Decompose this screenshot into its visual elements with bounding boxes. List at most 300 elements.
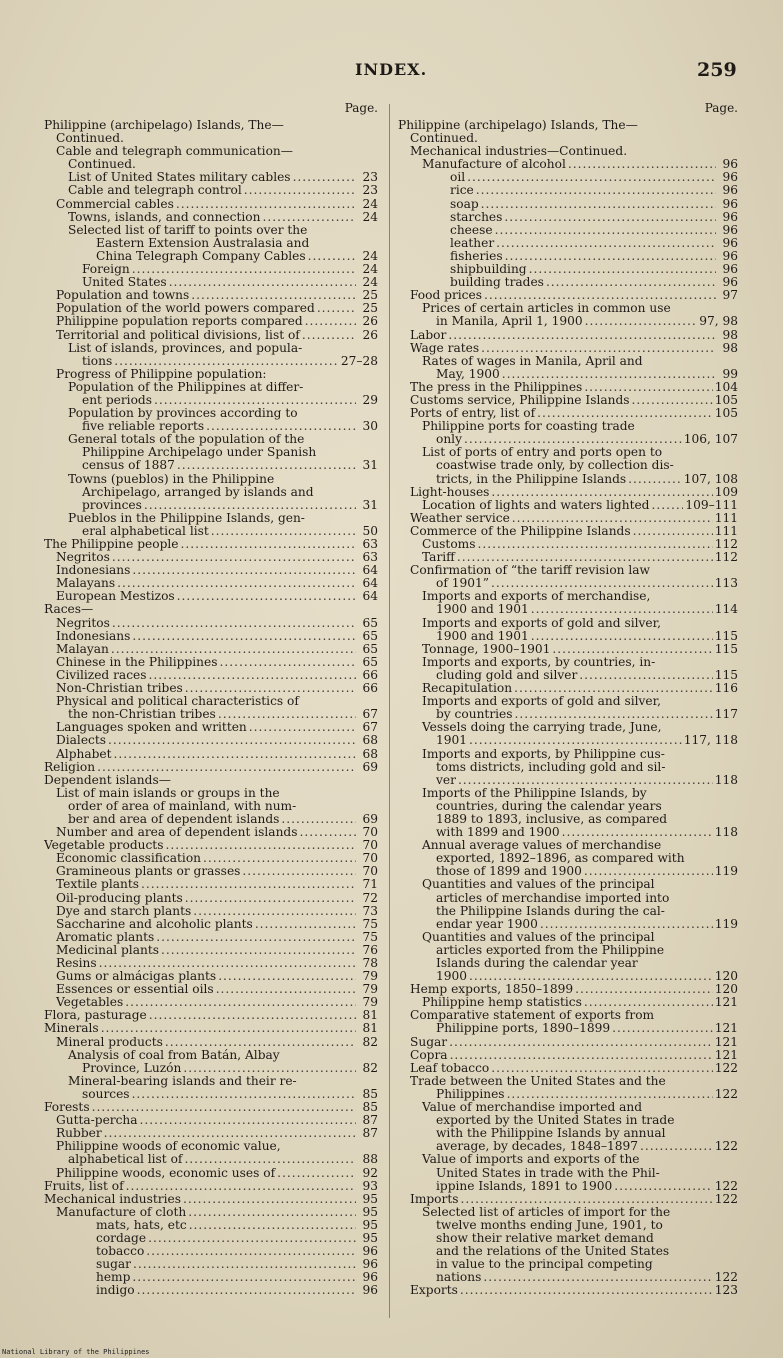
- index-entry: [398, 486, 738, 499]
- entry-text: cheese: [450, 222, 493, 237]
- entry-page-ref: 117, 118: [683, 733, 738, 748]
- entry-page-ref: 96: [722, 196, 738, 211]
- dot-leader: [144, 499, 356, 512]
- entry-text: Population of the world powers compared: [56, 301, 315, 316]
- entry-text: Wage rates: [410, 340, 480, 355]
- index-entry: [44, 1075, 378, 1088]
- dot-leader: [491, 486, 712, 499]
- entry-text: Customs service, Philippine Islands: [410, 392, 630, 407]
- index-entry: [398, 459, 738, 472]
- index-entry: [398, 734, 738, 747]
- entry-page-ref: 92: [362, 1165, 378, 1180]
- entry-page-ref: 96: [722, 209, 738, 224]
- entry-text: soap: [450, 196, 479, 211]
- entry-page-ref: 115: [714, 641, 738, 656]
- entry-text: provinces: [82, 497, 142, 512]
- entry-page-ref: 24: [362, 248, 378, 263]
- entry-text: Medicinal plants: [56, 942, 159, 957]
- entry-page-ref: 105: [714, 392, 738, 407]
- dot-leader: [628, 473, 682, 486]
- dot-leader: [302, 329, 356, 342]
- dot-leader: [242, 865, 356, 878]
- entry-text: Confirmation of “the tariff revision law: [410, 563, 650, 578]
- entry-text: Cable and telegraph communication—: [56, 144, 293, 159]
- index-entry: [44, 1284, 378, 1297]
- entry-page-ref: 118: [714, 772, 738, 787]
- page-column-label: Page.: [704, 101, 738, 115]
- index-entry: [44, 931, 378, 944]
- dot-leader: [612, 1022, 713, 1035]
- dot-leader: [146, 1245, 356, 1258]
- entry-text: cordage: [96, 1230, 147, 1245]
- entry-text: Manufacture of alcohol: [422, 157, 566, 172]
- index-entry: [398, 1062, 738, 1075]
- entry-text: Tariff: [422, 550, 455, 565]
- dot-leader: [185, 892, 356, 905]
- index-entry: [398, 1022, 738, 1035]
- dot-leader: [305, 315, 356, 328]
- entry-page-ref: 27–28: [340, 353, 378, 368]
- dot-leader: [483, 1271, 712, 1284]
- entry-text: Malayan: [56, 641, 109, 656]
- entry-page-ref: 79: [362, 969, 378, 984]
- dot-leader: [502, 368, 716, 381]
- index-entry: [44, 342, 378, 355]
- entry-text: Recapitulation: [422, 681, 513, 696]
- index-entry: [398, 1049, 738, 1062]
- entry-text: oil: [450, 170, 466, 185]
- entry-page-ref: 112: [714, 550, 738, 565]
- dot-leader: [308, 250, 356, 263]
- entry-page-ref: 66: [362, 681, 378, 696]
- entry-page-ref: 70: [362, 864, 378, 879]
- entry-text: Sugar: [410, 1034, 448, 1049]
- index-entry: [44, 1167, 378, 1180]
- entry-text: Population and towns: [56, 288, 190, 303]
- dot-leader: [448, 329, 716, 342]
- entry-page-ref: 99: [722, 366, 738, 381]
- dot-leader: [652, 499, 684, 512]
- dot-leader: [461, 1193, 713, 1206]
- entry-text: Vegetable products: [44, 838, 164, 853]
- dot-leader: [585, 315, 698, 328]
- entry-text: with 1899 and 1900: [436, 825, 560, 840]
- entry-text: Exports: [410, 1283, 458, 1298]
- entry-page-ref: 114: [714, 602, 738, 617]
- entry-page-ref: 64: [362, 589, 378, 604]
- entry-text: Philippine hemp statistics: [422, 995, 582, 1010]
- index-entry: [44, 603, 378, 616]
- index-entry: [44, 630, 378, 643]
- entry-text: shipbuilding: [450, 262, 527, 277]
- entry-text: Philippine ports, 1890–1899: [436, 1021, 611, 1036]
- entry-page-ref: 96: [362, 1244, 378, 1259]
- dot-leader: [211, 525, 356, 538]
- dot-leader: [132, 1271, 356, 1284]
- entry-text: Copra: [410, 1047, 448, 1062]
- entry-text: Imports and exports of gold and silver,: [422, 694, 661, 709]
- index-entry: [44, 184, 378, 197]
- entry-page-ref: 122: [714, 1086, 738, 1101]
- dot-leader: [184, 1153, 356, 1166]
- entry-text: ent periods: [82, 392, 152, 407]
- entry-text: in value to the principal competing: [436, 1257, 653, 1272]
- entry-text: Prices of certain articles in common use: [422, 301, 671, 316]
- entry-page-ref: 95: [362, 1230, 378, 1245]
- entry-page-ref: 96: [722, 235, 738, 250]
- index-entry: [398, 1219, 738, 1232]
- entry-page-ref: 75: [362, 929, 378, 944]
- index-entry: [398, 1167, 738, 1180]
- index-entry: [398, 774, 738, 787]
- entry-page-ref: 121: [714, 995, 738, 1010]
- entry-text: with the Philippine Islands by annual: [436, 1126, 666, 1141]
- entry-page-ref: 96: [722, 170, 738, 185]
- entry-page-ref: 66: [362, 667, 378, 682]
- entry-text: Pueblos in the Philippine Islands, gen-: [68, 510, 305, 525]
- entry-text: Philippine ports for coasting trade: [422, 419, 635, 434]
- dot-leader: [469, 734, 682, 747]
- entry-text: average, by decades, 1848–1897: [436, 1139, 639, 1154]
- entry-text: Gramineous plants or grasses: [56, 864, 241, 879]
- entry-text: Mechanical industries: [44, 1191, 181, 1206]
- entry-page-ref: 97, 98: [699, 314, 738, 329]
- dot-leader: [218, 970, 356, 983]
- entry-page-ref: 81: [362, 1021, 378, 1036]
- entry-page-ref: 71: [362, 877, 378, 892]
- dot-leader: [133, 1258, 356, 1271]
- entry-page-ref: 119: [714, 864, 738, 879]
- dot-leader: [277, 1167, 356, 1180]
- entry-text: Quantities and values of the principal: [422, 877, 655, 892]
- dot-leader: [449, 1036, 713, 1049]
- entry-text: mats, hats, etc: [96, 1217, 187, 1232]
- entry-text: by countries: [436, 707, 513, 722]
- entry-text: building trades: [450, 275, 544, 290]
- entry-page-ref: 30: [362, 419, 378, 434]
- entry-text: Cable and telegraph control: [68, 183, 242, 198]
- index-entry: [398, 473, 738, 486]
- dot-leader: [504, 211, 716, 224]
- entry-page-ref: 96: [722, 248, 738, 263]
- entry-page-ref: 24: [362, 262, 378, 277]
- dot-leader: [108, 734, 356, 747]
- entry-page-ref: 64: [362, 563, 378, 578]
- entry-text: The press in the Philippines: [410, 379, 583, 394]
- index-entry: [44, 905, 378, 918]
- dot-leader: [467, 171, 716, 184]
- entry-text: Quantities and values of the principal: [422, 929, 655, 944]
- entry-text: of 1901”: [436, 576, 489, 591]
- entry-page-ref: 97: [722, 288, 738, 303]
- dot-leader: [132, 630, 356, 643]
- entry-text: Location of lights and waters lighted: [422, 497, 650, 512]
- entry-text: Physical and political characteristics of: [56, 694, 299, 709]
- entry-text: Alphabet: [56, 746, 112, 761]
- entry-text: Aromatic plants: [56, 929, 155, 944]
- entry-page-ref: 93: [362, 1178, 378, 1193]
- entry-text: Indonesians: [56, 563, 131, 578]
- entry-text: Imports of the Philippine Islands, by: [422, 785, 647, 800]
- index-entry: [398, 800, 738, 813]
- dot-leader: [126, 1180, 356, 1193]
- index-entry: [398, 918, 738, 931]
- index-entry: [398, 1036, 738, 1049]
- entry-text: Food prices: [410, 288, 482, 303]
- entry-page-ref: 24: [362, 209, 378, 224]
- entry-page-ref: 95: [362, 1204, 378, 1219]
- entry-text: Malayans: [56, 576, 116, 591]
- entry-text: Non-Christian tribes: [56, 681, 183, 696]
- dot-leader: [165, 1036, 356, 1049]
- entry-text: Dialects: [56, 733, 107, 748]
- entry-page-ref: 122: [714, 1191, 738, 1206]
- entry-text: Essences or essential oils: [56, 982, 214, 997]
- dot-leader: [481, 198, 716, 211]
- entry-text: Number and area of dependent islands: [56, 825, 298, 840]
- entry-page-ref: 96: [362, 1270, 378, 1285]
- entry-page-ref: 115: [714, 628, 738, 643]
- dot-leader: [149, 1009, 356, 1022]
- index-entry: [44, 1153, 378, 1166]
- dot-leader: [216, 983, 356, 996]
- dot-leader: [579, 669, 712, 682]
- entry-page-ref: 96: [722, 157, 738, 172]
- right-entries-list: [398, 119, 738, 1297]
- entry-text: Value of imports and exports of the: [422, 1152, 640, 1167]
- entry-text: cluding gold and silver: [436, 667, 578, 682]
- entry-text: 1889 to 1893, inclusive, as compared: [436, 811, 668, 826]
- entry-page-ref: 122: [714, 1178, 738, 1193]
- entry-text: Philippine woods of economic value,: [56, 1139, 281, 1154]
- entry-page-ref: 122: [714, 1270, 738, 1285]
- entry-text: only: [436, 432, 462, 447]
- entry-text: Imports and exports, by Philippine cus-: [422, 746, 665, 761]
- column-divider: [389, 104, 390, 1318]
- entry-page-ref: 76: [362, 942, 378, 957]
- entry-text: 1900: [436, 969, 468, 984]
- page-number: 259: [697, 59, 737, 81]
- entry-text: tricts, in the Philippine Islands: [436, 471, 627, 486]
- index-entry: [44, 1258, 378, 1271]
- index-entry: [44, 918, 378, 931]
- index-entry: [398, 931, 738, 944]
- entry-page-ref: 82: [362, 1034, 378, 1049]
- entry-text: Chinese in the Philippines: [56, 654, 218, 669]
- entry-text: Customs: [422, 537, 476, 551]
- entry-page-ref: 123: [714, 1283, 738, 1298]
- entry-text: Flora, pasturage: [44, 1008, 147, 1023]
- entry-text: Eastern Extension Australasia and: [96, 235, 310, 250]
- entry-text: rice: [450, 183, 474, 198]
- entry-text: Continued.: [68, 157, 136, 172]
- entry-page-ref: 31: [362, 458, 378, 473]
- entry-text: Economic classification: [56, 851, 202, 866]
- entry-text: the non-Christian tribes: [68, 707, 216, 722]
- dot-leader: [293, 171, 356, 184]
- entry-page-ref: 113: [714, 576, 738, 591]
- entry-text: alphabetical list of: [68, 1152, 183, 1167]
- entry-text: Philippines: [436, 1086, 505, 1101]
- entry-text: List of ports of entry and ports open to: [422, 445, 663, 460]
- entry-page-ref: 96: [722, 262, 738, 277]
- entry-text: toms districts, including gold and sil-: [436, 759, 666, 774]
- entry-text: List of islands, provinces, and popula-: [68, 340, 303, 355]
- entry-text: Indonesians: [56, 628, 131, 643]
- dot-leader: [476, 184, 716, 197]
- index-entry: [44, 892, 378, 905]
- entry-page-ref: 26: [362, 314, 378, 329]
- index-entry: [398, 355, 738, 368]
- index-entry: [44, 617, 378, 630]
- entry-text: Selected list of tariff to points over the: [68, 222, 308, 237]
- dot-leader: [181, 538, 356, 551]
- dot-leader: [137, 1284, 356, 1297]
- index-entry: [398, 263, 738, 276]
- dot-leader: [584, 381, 712, 394]
- entry-text: exported, 1892–1896, as compared with: [436, 851, 685, 866]
- entry-text: Province, Luzón: [82, 1060, 182, 1075]
- index-entry: [398, 748, 738, 761]
- dot-leader: [141, 878, 356, 891]
- index-entry: [44, 643, 378, 656]
- dot-leader: [244, 184, 356, 197]
- entry-text: Textile plants: [56, 877, 140, 892]
- dot-leader: [540, 918, 713, 931]
- index-entry: [398, 211, 738, 224]
- dot-leader: [140, 1114, 356, 1127]
- entry-text: Philippine Archipelago under Spanish: [82, 445, 317, 460]
- index-entry: [398, 315, 738, 328]
- entry-text: Population by provinces according to: [68, 406, 298, 421]
- entry-text: Rubber: [56, 1126, 102, 1141]
- dot-leader: [546, 276, 716, 289]
- page-title: INDEX.: [355, 60, 428, 79]
- entry-page-ref: 72: [362, 890, 378, 905]
- entry-page-ref: 65: [362, 615, 378, 630]
- entry-text: Hemp exports, 1850–1899: [410, 982, 574, 997]
- entry-text: Analysis of coal from Batán, Albay: [68, 1047, 280, 1062]
- index-entry: [398, 1180, 738, 1193]
- index-entry: [44, 878, 378, 891]
- index-entry: [398, 499, 738, 512]
- entry-page-ref: 121: [714, 1034, 738, 1049]
- dot-leader: [450, 1049, 713, 1062]
- entry-text: Oil-producing plants: [56, 890, 183, 905]
- entry-page-ref: 122: [714, 1060, 738, 1075]
- right-index-column: [398, 102, 738, 1297]
- left-entries-list: [44, 119, 378, 1297]
- entry-text: May, 1900: [436, 366, 500, 381]
- entry-page-ref: 116: [714, 681, 738, 696]
- index-entry: [398, 381, 738, 394]
- entry-text: tions: [82, 353, 113, 368]
- entry-page-ref: 26: [362, 327, 378, 342]
- entry-page-ref: 63: [362, 537, 378, 551]
- entry-page-ref: 111: [714, 523, 738, 538]
- index-entry: [44, 486, 378, 499]
- entry-text: Territorial and political divisions, list of: [56, 327, 300, 342]
- entry-text: The Philippine people: [44, 537, 179, 551]
- entry-text: Imports and exports of merchandise,: [422, 589, 651, 604]
- dot-leader: [132, 564, 356, 577]
- entry-text: indigo: [96, 1283, 135, 1298]
- entry-text: Continued.: [56, 131, 124, 146]
- index-entry: [398, 1284, 738, 1297]
- entry-text: show their relative market demand: [436, 1230, 654, 1245]
- index-entry: [398, 171, 738, 184]
- dot-leader: [188, 1206, 356, 1219]
- entry-page-ref: 78: [362, 956, 378, 970]
- dot-leader: [299, 826, 356, 839]
- entry-text: Imports: [410, 1191, 459, 1206]
- index-entry: [398, 761, 738, 774]
- entry-page-ref: 79: [362, 982, 378, 997]
- index-entry: [398, 250, 738, 263]
- dot-leader: [477, 538, 712, 551]
- dot-leader: [189, 1219, 356, 1232]
- entry-text: Saccharine and alcoholic plants: [56, 916, 253, 931]
- entry-text: Trade between the United States and the: [410, 1073, 666, 1088]
- entry-text: coastwise trade only, by collection dis-: [436, 458, 674, 473]
- index-entry: [398, 198, 738, 211]
- entry-text: Vessels doing the carrying trade, June,: [422, 720, 662, 735]
- entry-text: Philippine (archipelago) Islands, The—: [44, 118, 284, 132]
- entry-page-ref: 85: [362, 1086, 378, 1101]
- index-entry: [398, 224, 738, 237]
- entry-text: Ports of entry, list of: [410, 406, 536, 421]
- dot-leader: [169, 276, 356, 289]
- entry-text: 1900 and 1901: [436, 628, 529, 643]
- entry-text: Islands during the calendar year: [436, 956, 638, 970]
- entry-text: those of 1899 and 1900: [436, 864, 582, 879]
- entry-page-ref: 96: [722, 222, 738, 237]
- index-entry: [44, 211, 378, 224]
- entry-page-ref: 120: [714, 969, 738, 984]
- entry-page-ref: 96: [362, 1283, 378, 1298]
- index-entry: [44, 459, 378, 472]
- entry-text: Religion: [44, 759, 96, 774]
- index-entry: [44, 381, 378, 394]
- entry-text: Light-houses: [410, 484, 490, 499]
- entry-text: Imports and exports of gold and silver,: [422, 615, 661, 630]
- entry-text: Mineral products: [56, 1034, 163, 1049]
- entry-text: eral alphabetical list: [82, 523, 209, 538]
- entry-text: Forests: [44, 1100, 90, 1115]
- entry-text: Negritos: [56, 550, 110, 565]
- entry-page-ref: 70: [362, 825, 378, 840]
- index-entry: [44, 656, 378, 669]
- entry-page-ref: 118: [714, 825, 738, 840]
- index-entry: [398, 1193, 738, 1206]
- entry-page-ref: 98: [722, 340, 738, 355]
- entry-page-ref: 81: [362, 1008, 378, 1023]
- index-entry: [44, 224, 378, 237]
- index-entry: [398, 656, 738, 669]
- index-entry: [44, 329, 378, 342]
- dot-leader: [112, 617, 356, 630]
- entry-text: 1900 and 1901: [436, 602, 529, 617]
- entry-page-ref: 65: [362, 654, 378, 669]
- entry-page-ref: 106, 107: [683, 432, 738, 447]
- index-entry: [44, 1271, 378, 1284]
- entry-page-ref: 69: [362, 759, 378, 774]
- index-entry: [398, 1153, 738, 1166]
- index-entry: [44, 1245, 378, 1258]
- index-entry: [398, 184, 738, 197]
- entry-page-ref: 63: [362, 550, 378, 565]
- entry-text: Gums or almácigas plants: [56, 969, 217, 984]
